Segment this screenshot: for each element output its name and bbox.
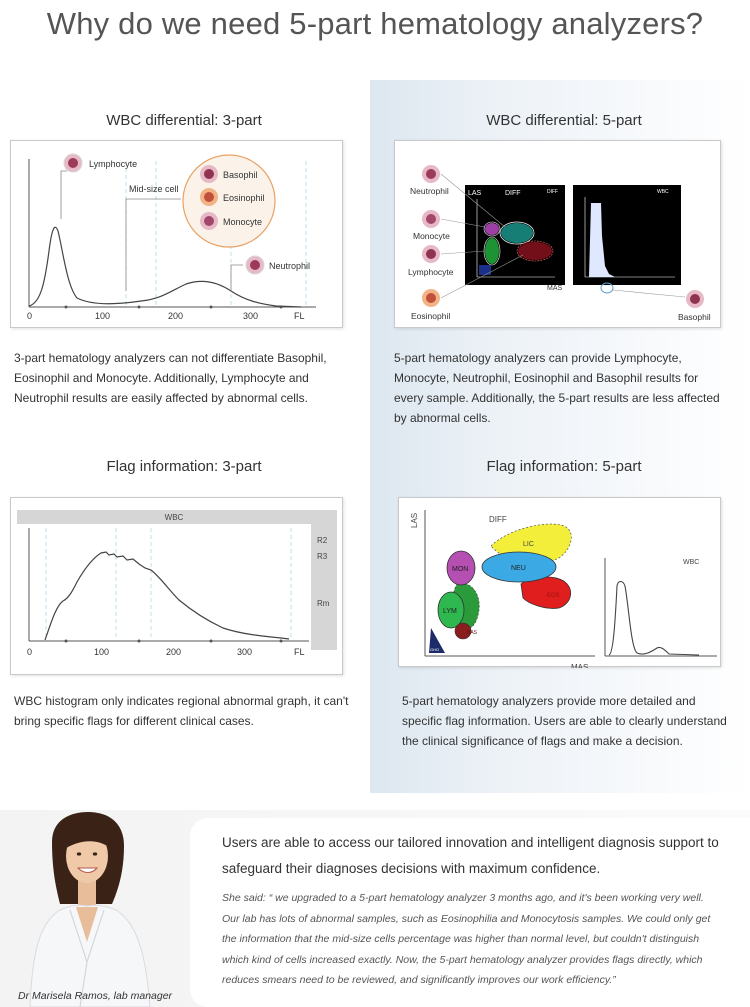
- axis-dot: [138, 640, 141, 643]
- desc-line: 5-part hematology analyzers provide more detailed and: [402, 694, 696, 708]
- tick-label-200: 200: [166, 647, 182, 657]
- label-diff: DIFF: [505, 190, 521, 197]
- wbc-5part-description: [394, 348, 739, 428]
- ghost-cluster: [479, 265, 491, 275]
- histogram-curve: [45, 552, 289, 640]
- label-lymphocyte: Lymphocyte: [408, 267, 454, 277]
- label-basophil: Basophil: [678, 312, 711, 322]
- tick-label-200: 200: [168, 311, 184, 321]
- flag-5part-description: [402, 691, 747, 751]
- lymphocyte-nucleus: [68, 158, 78, 168]
- wbc-3part-histogram: [11, 141, 344, 329]
- axis-dot: [65, 306, 68, 309]
- axis-dot: [210, 640, 213, 643]
- label-monocyte: Monocyte: [223, 217, 263, 227]
- label-rm: Rm: [317, 599, 330, 608]
- wbc-5part-scatter-panel: [394, 140, 721, 328]
- wbc-5part-scatter: [395, 141, 722, 329]
- neutrophil-nucleus: [426, 169, 436, 179]
- label-eosinophil: Eosinophil: [223, 193, 265, 203]
- basophil-nucleus: [204, 169, 214, 179]
- label-neutrophil: Neutrophil: [269, 261, 311, 271]
- lab-manager-portrait: [0, 812, 190, 1007]
- label-neu: NEU: [511, 565, 526, 572]
- testimonial-lead-text: Users are able to access our tailored innovation and intelligent diagnosis support to safeguard their diagnoses decisions with maximum confidence.: [222, 835, 719, 876]
- label-eos: EOS: [547, 593, 560, 599]
- tick-label-100: 100: [95, 311, 111, 321]
- neutrophil-cluster: [501, 223, 533, 243]
- axis-dot: [280, 640, 283, 643]
- wbc-3part-description: [14, 348, 359, 408]
- label-wbc: WBC: [683, 559, 700, 566]
- label-midsize-cell: Mid-size cell: [129, 184, 179, 194]
- axis-dot: [65, 640, 68, 643]
- flag-3part-description: [14, 691, 359, 731]
- desc-line: bring specific flags for different clinical cases.: [14, 714, 254, 728]
- midsize-leader: [126, 199, 181, 291]
- portrait-caption: Dr Marisela Ramos, lab manager: [18, 990, 173, 1002]
- portrait-eye-right: [93, 852, 97, 855]
- monocyte-cluster: [485, 223, 499, 235]
- label-r3: R3: [317, 552, 328, 561]
- label-basophil: Basophil: [223, 170, 258, 180]
- tick-label-0: 0: [27, 647, 33, 657]
- desc-line: Eosinophil and Monocyte. Additionally, Lymphocyte and: [14, 371, 309, 385]
- portrait-neck: [78, 880, 96, 906]
- lymphocyte-cluster: [485, 238, 499, 264]
- label-ghost: GHO: [430, 647, 440, 652]
- desc-line: WBC histogram only indicates regional abnormal graph, it can't: [14, 694, 349, 708]
- monocyte-nucleus: [204, 216, 214, 226]
- basophil-leader: [613, 290, 685, 297]
- label-lym: LYM: [443, 608, 457, 615]
- monocyte-nucleus: [426, 214, 436, 224]
- section-title-wbc-3part: WBC differential: 3-part: [106, 112, 262, 129]
- label-lic: LIC: [523, 541, 534, 548]
- label-diff-small: DIFF: [547, 189, 559, 195]
- tick-label-300: 300: [243, 311, 259, 321]
- desc-line: 3-part hematology analyzers can not differentiate Basophil,: [14, 351, 327, 365]
- eosinophil-nucleus: [204, 192, 214, 202]
- lymphocyte-leader: [61, 171, 67, 219]
- label-las: LAS: [410, 512, 419, 528]
- desc-line: Monocyte, Neutrophil, Eosinophil and Basophil results for: [394, 371, 699, 385]
- desc-line: every sample. Additionally, the 5-part results are less affected: [394, 391, 720, 405]
- eosinophil-nucleus: [426, 293, 436, 303]
- eosinophil-cluster: [518, 242, 552, 260]
- flag-5part-scatter-panel: [398, 497, 721, 667]
- desc-line: by abnormal cells.: [394, 411, 491, 425]
- neutrophil-nucleus: [250, 260, 260, 270]
- label-mas: MAS: [547, 285, 563, 292]
- label-diff: DIFF: [489, 515, 507, 524]
- flag-5part-scatter: [399, 498, 722, 668]
- label-lymphocyte: Lymphocyte: [89, 159, 138, 169]
- desc-line: Neutrophil results are easily affected by abnormal cells.: [14, 391, 308, 405]
- neutrophil-leader: [231, 265, 243, 291]
- flag-3part-histogram: [11, 498, 344, 676]
- section-title-wbc-5part: WBC differential: 5-part: [486, 112, 642, 129]
- label-mas: MAS: [571, 663, 589, 668]
- wbc-histogram-curve: [609, 582, 699, 656]
- tick-label-fl: FL: [294, 311, 305, 321]
- tick-label-300: 300: [237, 647, 253, 657]
- axis-dot: [138, 306, 141, 309]
- desc-line: 5-part hematology analyzers can provide Lymphocyte,: [394, 351, 682, 365]
- section-title-flag-3part: Flag information: 3-part: [106, 458, 262, 475]
- tick-label-0: 0: [27, 311, 33, 321]
- label-monocyte: Monocyte: [413, 231, 450, 241]
- label-neutrophil: Neutrophil: [410, 186, 449, 196]
- page-title: Why do we need 5-part hematology analyzers?: [46, 6, 704, 41]
- label-mon: MON: [452, 566, 469, 573]
- label-eosinophil: Eosinophil: [411, 311, 451, 321]
- label-wbc: WBC: [164, 513, 184, 522]
- label-wbc: WBC: [657, 189, 669, 195]
- wbc-3part-histogram-panel: [10, 140, 343, 328]
- portrait-eye-left: [77, 852, 81, 855]
- desc-line: specific flag information. Users are able to clearly understand: [402, 714, 727, 728]
- desc-line: the clinical significance of flags and make a decision.: [402, 734, 683, 748]
- tick-label-fl: FL: [294, 647, 305, 657]
- tick-label-100: 100: [94, 647, 110, 657]
- section-title-flag-5part: Flag information: 5-part: [486, 458, 642, 475]
- label-r2: R2: [317, 536, 328, 545]
- label-bas: BAS: [467, 630, 478, 636]
- axis-dot: [210, 306, 213, 309]
- lymphocyte-nucleus: [426, 249, 436, 259]
- testimonial-quote: She said: “ we upgraded to a 5-part hematology analyzer 3 months ago, and it's been working very well. Our lab has lots of abnormal samples, such as Eosinophilia and Monocytosis samples. We could only get the information that the mid-size cells percentage was higher than normal level, but couldn't distinguish which kind of cells increased exactly. Now, the 5-part hematology analyzer provides flags directly, which reduces smears need to be reviewed, and significantly improves our work efficiency.”: [222, 892, 711, 986]
- basophil-nucleus: [690, 294, 700, 304]
- flag-3part-histogram-panel: [10, 497, 343, 675]
- label-las: LAS: [468, 190, 482, 197]
